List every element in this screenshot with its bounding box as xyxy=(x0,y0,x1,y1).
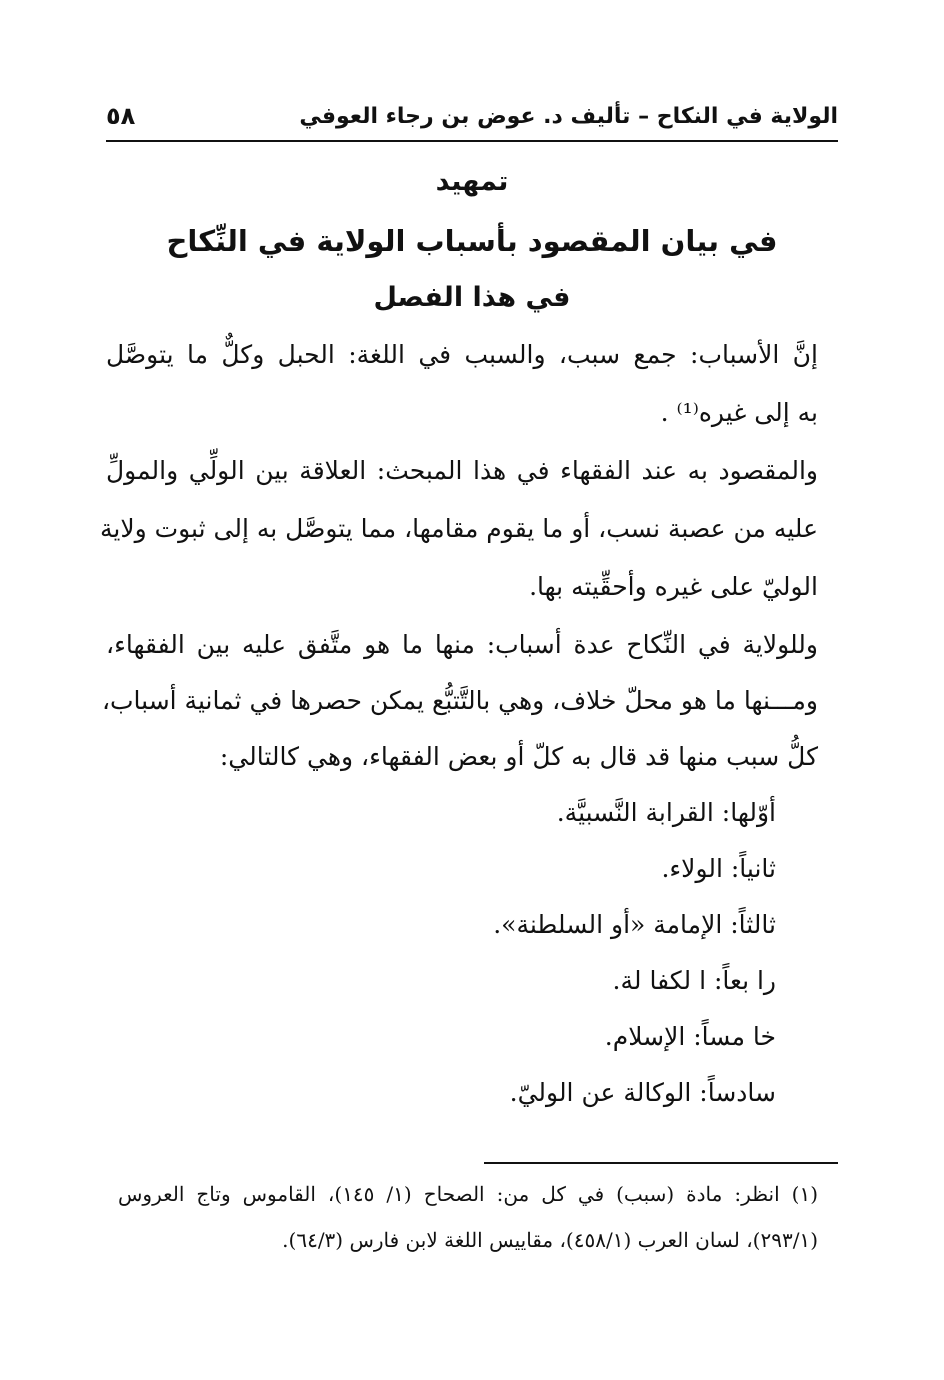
paragraph-1-line-1: إنَّ الأسباب: جمع سبب، والسبب في اللغة: الحبل وكلٌّ ما يتوصَّل xyxy=(106,340,818,369)
list-item: أوّلها: القرابة النَّسبيَّة. xyxy=(556,798,776,827)
section-subtitle-2: في هذا الفصل xyxy=(373,282,571,313)
page-number: ٥٨ xyxy=(106,102,136,130)
footnote-line-1: (١) انظر: مادة (سبب) في كل من: الصحاح (١/ ١٤٥)، القاموس وتاج العروس xyxy=(118,1182,818,1206)
section-heading: تمهيد xyxy=(435,166,509,197)
list-item: ثانياً: الولاء. xyxy=(661,854,776,883)
paragraph-1-line-2: به إلى غيره⁽¹⁾ . xyxy=(660,398,818,427)
running-header xyxy=(106,100,838,142)
paragraph-2-line-3: الوليّ على غيره وأحقِّيته بها. xyxy=(529,572,818,601)
paragraph-3-line-1: وللولاية في النِّكاح عدة أسباب: منها ما هو متَّفق عليه بين الفقهاء، xyxy=(106,630,818,659)
list-item: ثالثاً: الإمامة «أو السلطنة». xyxy=(493,910,776,939)
header-title: الولاية في النكاح – تأليف د. عوض بن رجاء العوفي xyxy=(299,104,838,129)
list-item: خا مساً: الإسلام. xyxy=(604,1022,776,1051)
footnote-line-2: (٢٩٣/١)، لسان العرب (٤٥٨/١)، مقاييس اللغة لابن فارس (٦٤/٣). xyxy=(282,1228,818,1252)
paragraph-3-line-3: كلُّ سبب منها قد قال به كلّ أو بعض الفقهاء، وهي كالتالي: xyxy=(219,742,818,771)
section-subtitle: في بيان المقصود بأسباب الولاية في النِّكاح xyxy=(166,224,778,258)
footnote-divider xyxy=(484,1162,838,1164)
paragraph-2-line-1: والمقصود به عند الفقهاء في هذا المبحث: العلاقة بين الولِّي والمولِّ xyxy=(106,456,818,485)
list-item: را بعاً: ا لكفا لة. xyxy=(612,966,776,995)
paragraph-3-line-2: ومـــنها ما هو محلّ خلاف، وهي بالتَّتبُّع يمكن حصرها في ثمانية أسباب، xyxy=(101,686,818,715)
paragraph-2-line-2: عليه من عصبة نسب، أو ما يقوم مقامها، مما يتوصَّل به إلى ثبوت ولاية xyxy=(99,514,818,543)
list-item: سادساً: الوكالة عن الوليّ. xyxy=(509,1078,776,1107)
